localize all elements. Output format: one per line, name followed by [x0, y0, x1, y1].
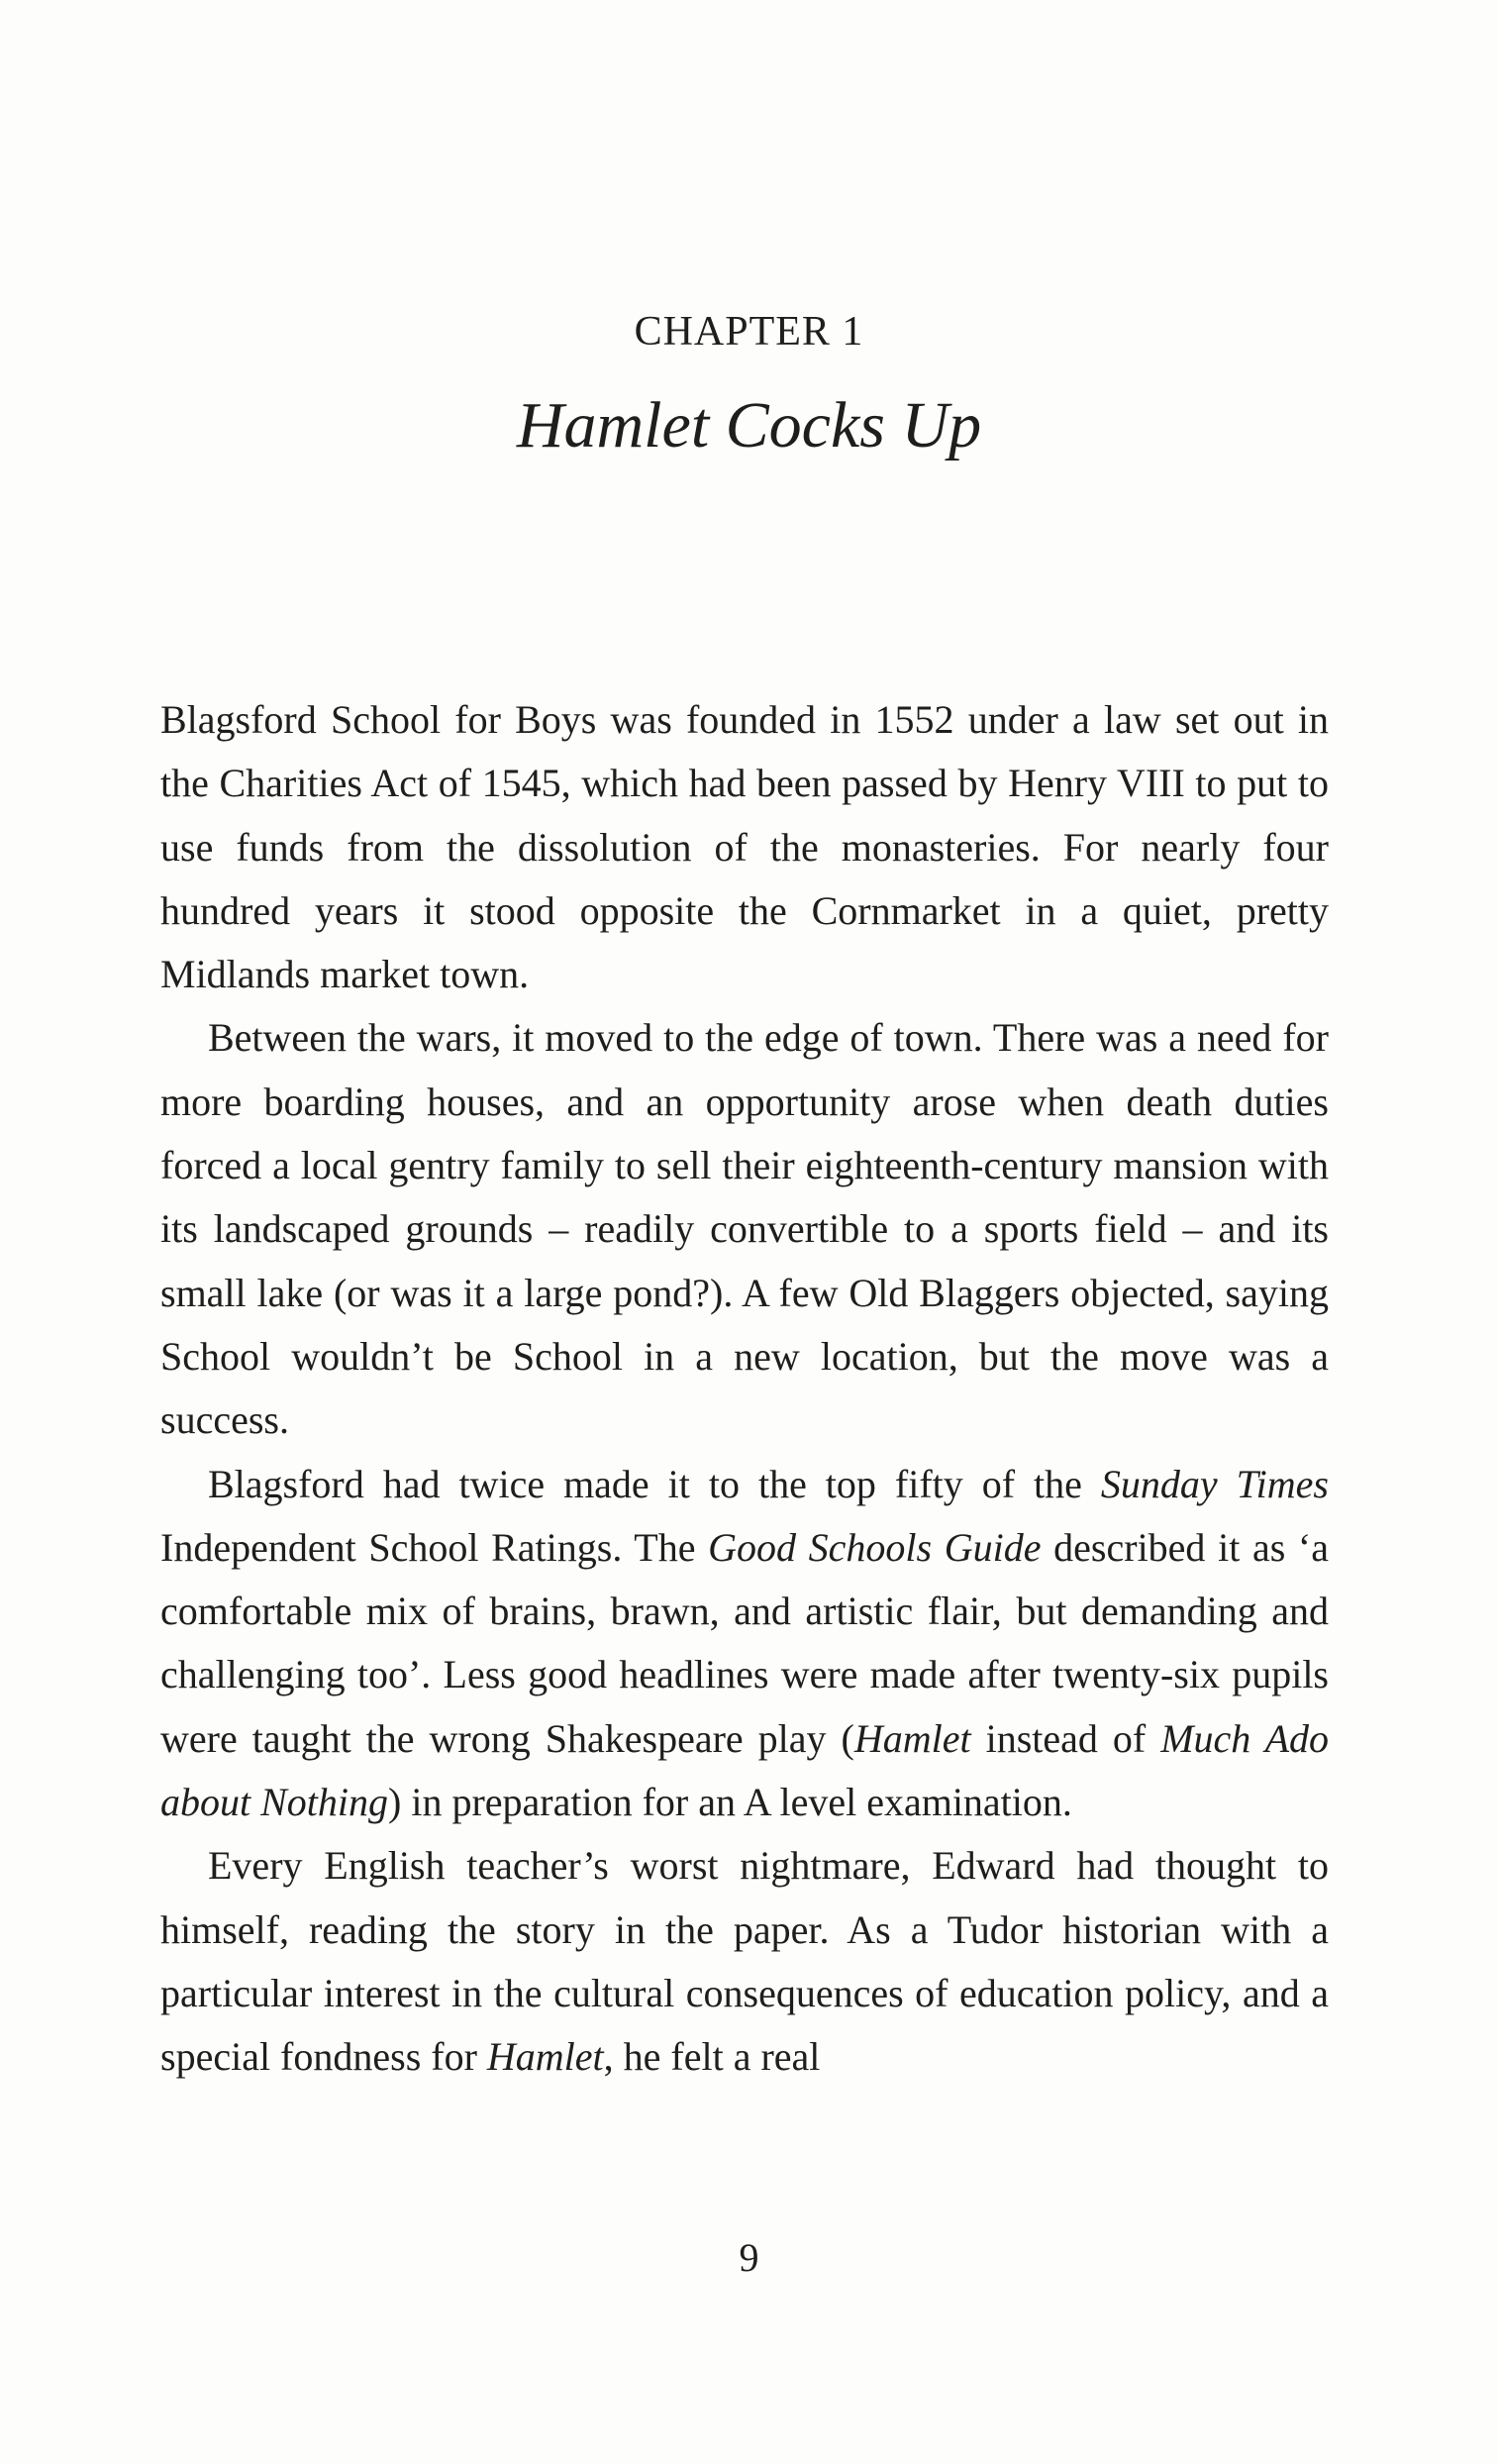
paragraph-3: Blagsford had twice made it to the top fifty of the Sunday Times Independent School Ratings. The Good Schools Guide described it as ‘a comfortable mix of brains, brawn, and artistic flair, but demanding and challenging too’. Less good headlines were made after twenty-six pupils were taught the wrong Shakespeare play (Hamlet instead of Much Ado about Nothing) in preparation for an A level examination. [160, 1461, 1330, 1825]
page-number: 9 [739, 2235, 759, 2280]
body-text [160, 688, 1329, 2090]
paragraph-4: Every English teacher’s worst nightmare, Edward had thought to himself, reading the story in the paper. As a Tudor historian with a particular interest in the cultural consequences of education policy, and a special fondness for Hamlet, he felt a real [160, 1843, 1329, 2080]
paragraph-2: Between the wars, it moved to the edge of town. There was a need for more boarding houses, and an opportunity arose when death duties forced a local gentry family to sell their eighteenth-century mansion with its landscaped grounds – readily convertible to a sports field – and its small lake (or was it a large pond?). A few Old Blaggers objected, saying School wouldn’t be School in a new location, but the move was a success. [160, 1015, 1329, 1443]
italic-text: Hamlet [486, 2034, 604, 2080]
chapter-label: CHAPTER 1 [634, 309, 864, 355]
chapter-title: Hamlet Cocks Up [516, 389, 982, 462]
italic-text: Much Ado about Nothing [160, 1715, 1329, 1825]
italic-text: Sunday Times [1100, 1461, 1329, 1506]
paragraph-1: Blagsford School for Boys was founded in 1552 under a law set out in the Charities Act of 1545, which had been passed by Henry VIII to put to use funds from the dissolution of the monasteries. For nearly four hundred years it stood opposite the Cornmarket in a quiet, pretty Midlands market town. [160, 697, 1329, 997]
italic-text: Hamlet [853, 1715, 971, 1761]
italic-text: Good Schools Guide [708, 1524, 1042, 1570]
